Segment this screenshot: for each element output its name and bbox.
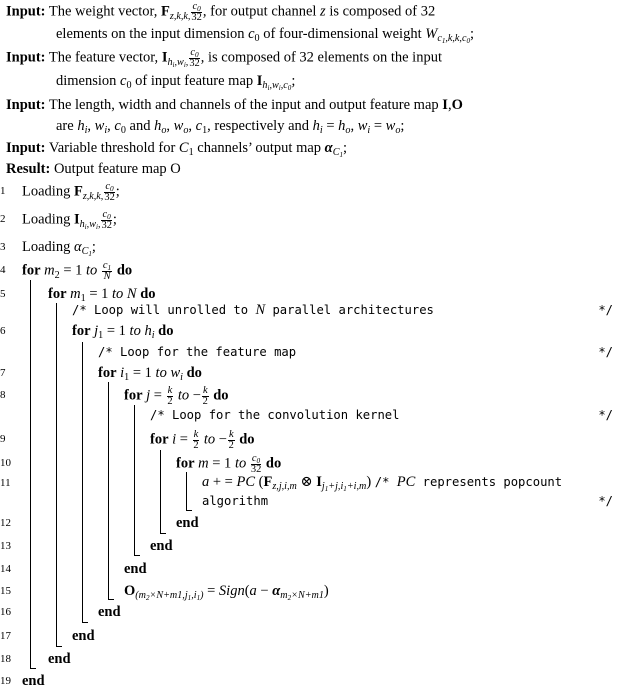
indent-bar bbox=[108, 382, 109, 599]
indent-bar bbox=[56, 303, 57, 646]
result-label: Result: bbox=[6, 161, 51, 177]
indent-bar bbox=[186, 472, 187, 510]
line-popcount: a + = PC ($F_{z,j,i,m}$ ⊗ $I_{j_1+j,i_1+i,m}$) /* PC represents popcount bbox=[202, 474, 563, 494]
line-number: 6 bbox=[0, 325, 6, 337]
result-text: Output feature map O bbox=[53, 161, 181, 177]
comment-unrolled: /* Loop will unrolled to N parallel architectures bbox=[72, 302, 434, 318]
line-number: 8 bbox=[0, 389, 6, 401]
comment-end: */ bbox=[598, 408, 613, 422]
indent-tick bbox=[134, 555, 140, 556]
line-number: 11 bbox=[0, 477, 11, 489]
input-weight-vector-cont: elements on the input dimension $c_0$ of four-dimensional weight $W_{c_1,k,k,c_0}$; bbox=[56, 26, 475, 46]
line-number: 15 bbox=[0, 585, 11, 597]
line-number: 14 bbox=[0, 563, 11, 575]
line-number: 7 bbox=[0, 367, 6, 379]
line-number: 3 bbox=[0, 241, 6, 253]
input-label: Input: bbox=[6, 140, 46, 156]
input-dimensions-cont: are $h_i$, $w_i$, $c_0$ and $h_o$, $w_o$, $c_1$, respectively and $h_i = h_o$, $w_i = w_o$; bbox=[56, 118, 405, 137]
line-loading-i: Loading $I_{h_i,w_i,}$ $\frac{c_0}{32}$ ; bbox=[22, 209, 117, 231]
indent-tick bbox=[82, 622, 88, 623]
line-sign-output: $O_{(m_2\times N+m1,j_1,i_1)}$ = Sign(a − $\alpha_{m_2\times N+m1}$) bbox=[124, 583, 329, 603]
line-end: end bbox=[22, 673, 45, 689]
indent-tick bbox=[160, 533, 166, 534]
input-dimensions: Input: The length, width and channels of the input and output feature map I,O bbox=[6, 97, 463, 113]
indent-bar bbox=[82, 342, 83, 622]
line-for-m2: for $m_2 = 1$ to $\frac{c_1}{N}$ do bbox=[22, 260, 133, 282]
line-number: 12 bbox=[0, 517, 11, 529]
comment-popcount-cont: algorithm bbox=[202, 494, 269, 508]
line-number: 17 bbox=[0, 630, 11, 642]
comment-end: */ bbox=[598, 494, 613, 508]
line-for-m: for m = 1 to $\frac{c_0}{32}$ do bbox=[176, 453, 282, 475]
line-for-j1: for $j_1 = 1$ to $h_i$ do bbox=[72, 323, 174, 342]
line-end: end bbox=[176, 515, 199, 531]
input-label: Input: bbox=[6, 97, 46, 113]
line-number: 9 bbox=[0, 433, 6, 445]
line-for-i1: for $i_1 = 1$ to $w_i$ do bbox=[98, 365, 202, 384]
line-number: 1 bbox=[0, 185, 6, 197]
comment-end: */ bbox=[598, 303, 613, 317]
line-number: 5 bbox=[0, 288, 6, 300]
line-number: 19 bbox=[0, 675, 11, 687]
comment-feature-map: /* Loop for the feature map bbox=[98, 345, 297, 359]
indent-tick bbox=[56, 646, 62, 647]
line-number: 16 bbox=[0, 606, 11, 618]
line-number: 4 bbox=[0, 264, 6, 276]
indent-bar bbox=[160, 450, 161, 533]
input-label: Input: bbox=[6, 3, 46, 20]
line-end: end bbox=[124, 561, 147, 577]
input-label: Input: bbox=[6, 49, 46, 66]
line-end: end bbox=[150, 538, 173, 554]
line-number: 10 bbox=[0, 457, 11, 469]
line-end: end bbox=[72, 628, 95, 644]
line-end: end bbox=[48, 651, 71, 667]
input-weight-vector: Input: The weight vector, $F_{z,k,k,}$ $\frac{c_0}{32}$ , for output channel z is composed of 32 bbox=[6, 1, 436, 23]
indent-tick bbox=[30, 668, 36, 669]
line-for-j: for j = $\frac{k}{2}$ to − $\frac{k}{2}$ do bbox=[124, 385, 229, 407]
comment-convolution-kernel: /* Loop for the convolution kernel bbox=[150, 408, 400, 422]
comment-end: */ bbox=[598, 345, 613, 359]
line-for-i: for i = $\frac{k}{2}$ to − $\frac{k}{2}$ do bbox=[150, 429, 255, 451]
line-loading-alpha: Loading $\alpha_{C_1}$; bbox=[22, 239, 96, 259]
indent-bar bbox=[30, 280, 31, 669]
line-number: 18 bbox=[0, 653, 11, 665]
line-number: 13 bbox=[0, 540, 11, 552]
indent-tick bbox=[108, 599, 114, 600]
line-for-m1: for $m_1 = 1$ to N do bbox=[48, 286, 156, 305]
indent-bar bbox=[134, 405, 135, 555]
input-feature-vector-cont: dimension $c_0$ of input feature map $I_{h_i,w_i,c_0}$; bbox=[56, 73, 296, 93]
input-threshold: Input: Variable threshold for $C_1$ channels’ output map $\alpha_{C_1}$; bbox=[6, 140, 348, 160]
line-loading-f: Loading $F_{z,k,k,}$ $\frac{c_0}{32}$ ; bbox=[22, 181, 120, 203]
line-end: end bbox=[98, 604, 121, 620]
indent-tick bbox=[186, 510, 192, 511]
input-feature-vector: Input: The feature vector, $I_{h_i,w_i,}$ $\frac{c_0}{32}$ , is composed of 32 elements on the input bbox=[6, 47, 442, 69]
line-number: 2 bbox=[0, 213, 6, 225]
result-line bbox=[6, 160, 181, 178]
